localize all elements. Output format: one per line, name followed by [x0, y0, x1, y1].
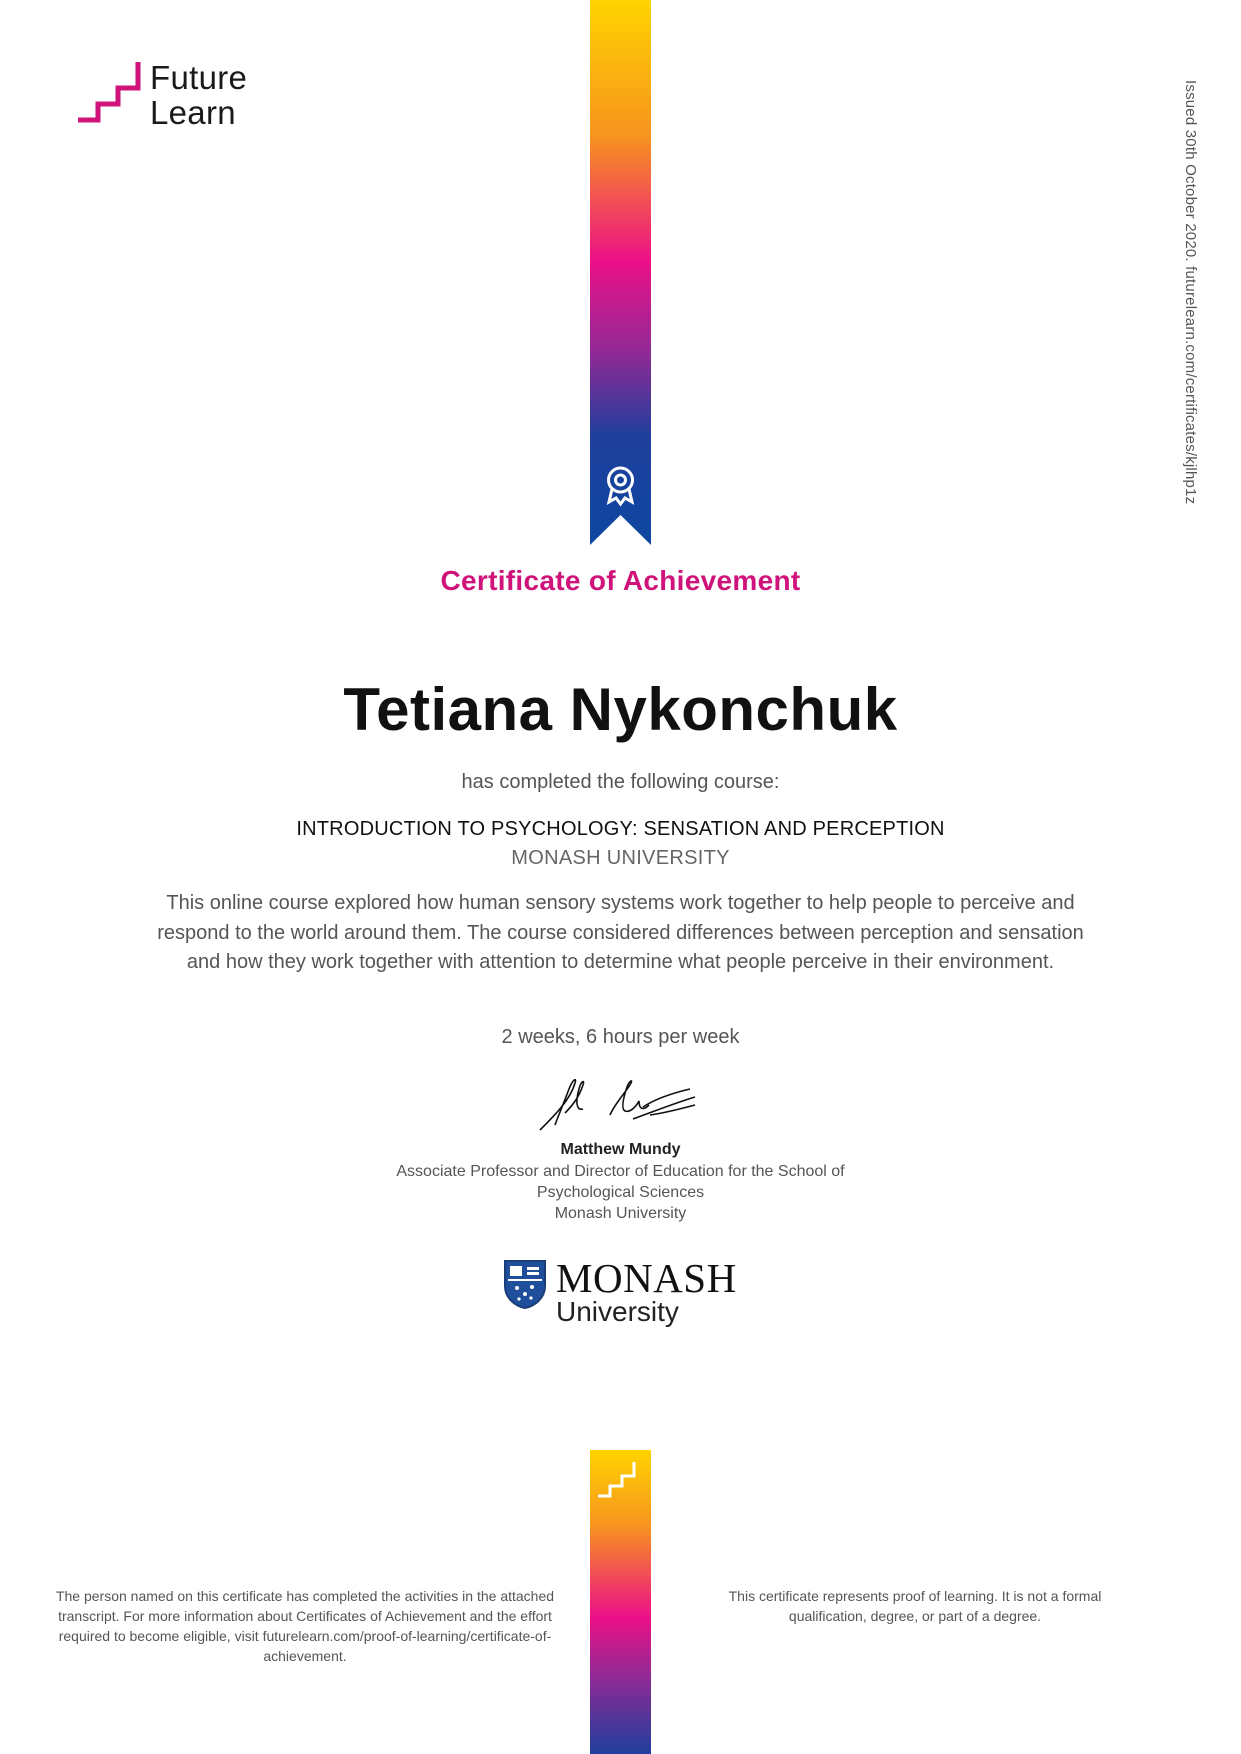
issued-text: Issued 30th October 2020. futurelearn.com/certificates/kjlhp1z — [1182, 80, 1199, 505]
signer-role-line1: Associate Professor and Director of Education for the School of — [396, 1163, 845, 1180]
logo-line1: Future — [150, 59, 248, 96]
stairs-icon — [76, 60, 146, 124]
ribbon-bottom — [590, 1450, 651, 1754]
signer-role — [370, 1161, 871, 1224]
university-name: MONASH UNIVERSITY — [511, 847, 730, 869]
signer-role-line3: Monash University — [554, 1205, 687, 1222]
monash-university-text: University — [556, 1296, 679, 1327]
logo-line2: Learn — [150, 94, 236, 131]
footer-left-text: The person named on this certificate has completed the activities in the attached transcript. For more information about Certificates of Achievement and the effort required to become eligible, visit futurelearn.com/proof-of-learning/certificate-of-achievement. — [55, 1588, 555, 1664]
futurelearn-logo — [76, 60, 266, 132]
footer-right-text: This certificate represents proof of learning. It is not a formal qualification, degree, or part of a degree. — [728, 1588, 1102, 1624]
signer-name: Matthew Mundy — [560, 1141, 681, 1158]
signer-role-line2: Psychological Sciences — [536, 1184, 705, 1201]
course-title: INTRODUCTION TO PSYCHOLOGY: SENSATION AND PERCEPTION — [296, 818, 945, 840]
monash-crest-icon — [502, 1258, 548, 1310]
ribbon-top — [590, 0, 651, 545]
course-description: This online course explored how human sensory systems work together to help people to perceive and respond to the world around them. The course considered differences between perception and sensation and how they work together with attention to determine what people perceive in their environment. — [157, 892, 1084, 973]
stairs-icon-white — [590, 1450, 651, 1500]
signature-image — [535, 1075, 705, 1137]
course-duration: 2 weeks, 6 hours per week — [501, 1026, 740, 1048]
recipient-name: Tetiana Nykonchuk — [343, 676, 898, 743]
completed-text: has completed the following course: — [461, 771, 780, 793]
logo-text — [150, 60, 247, 130]
certificate-title: Certificate of Achievement — [440, 565, 801, 596]
monash-logo — [502, 1255, 742, 1333]
monash-wordmark: MONASH — [556, 1255, 737, 1301]
